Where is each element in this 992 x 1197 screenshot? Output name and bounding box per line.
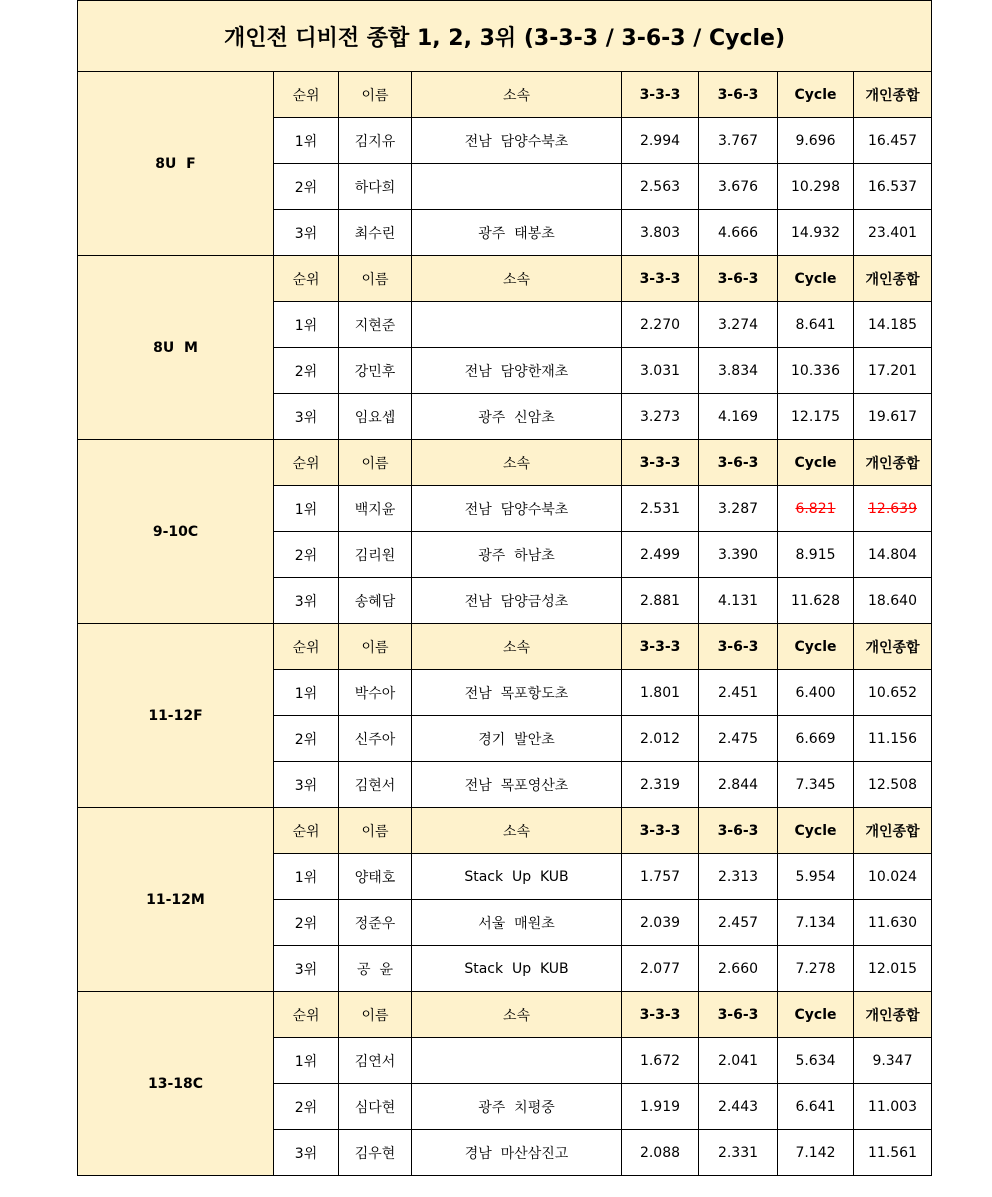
cell-rank: 2위 — [274, 348, 339, 394]
column-header-total: 개인종합 — [854, 440, 932, 486]
cell-cycle: 6.641 — [778, 1084, 854, 1130]
cell-affiliation: 전남 목포항도초 — [412, 670, 622, 716]
column-header-affiliation: 소속 — [412, 808, 622, 854]
group-header-row — [78, 256, 932, 302]
cell-affiliation: 전남 담양수북초 — [412, 486, 622, 532]
cell-name: 김지유 — [339, 118, 412, 164]
cell-e363: 4.666 — [699, 210, 778, 256]
column-header-total: 개인종합 — [854, 992, 932, 1038]
cell-affiliation — [412, 302, 622, 348]
column-header-e363: 3-6-3 — [699, 992, 778, 1038]
cell-e363: 2.443 — [699, 1084, 778, 1130]
cell-affiliation: Stack Up KUB — [412, 946, 622, 992]
cell-total: 17.201 — [854, 348, 932, 394]
column-header-name: 이름 — [339, 624, 412, 670]
cell-affiliation: 광주 태봉초 — [412, 210, 622, 256]
cell-rank: 1위 — [274, 854, 339, 900]
cell-rank: 2위 — [274, 1084, 339, 1130]
cell-e363: 2.660 — [699, 946, 778, 992]
column-header-name: 이름 — [339, 256, 412, 302]
cell-cycle: 6.669 — [778, 716, 854, 762]
cell-e333: 2.039 — [622, 900, 699, 946]
cell-e333: 3.803 — [622, 210, 699, 256]
cell-e363: 2.457 — [699, 900, 778, 946]
cell-rank: 1위 — [274, 118, 339, 164]
cell-total: 19.617 — [854, 394, 932, 440]
column-header-cycle: Cycle — [778, 808, 854, 854]
cell-total: 12.508 — [854, 762, 932, 808]
cell-cycle: 10.298 — [778, 164, 854, 210]
cell-rank: 2위 — [274, 900, 339, 946]
cell-e333: 2.881 — [622, 578, 699, 624]
cell-rank: 3위 — [274, 1130, 339, 1176]
cell-cycle: 9.696 — [778, 118, 854, 164]
cell-name: 정준우 — [339, 900, 412, 946]
cell-e363: 2.313 — [699, 854, 778, 900]
cell-affiliation: 광주 하남초 — [412, 532, 622, 578]
division-label: 11-12M — [78, 808, 274, 992]
group-header-row — [78, 624, 932, 670]
cell-cycle: 5.954 — [778, 854, 854, 900]
cell-e363: 2.844 — [699, 762, 778, 808]
cell-name: 박수아 — [339, 670, 412, 716]
cell-rank: 1위 — [274, 1038, 339, 1084]
cell-cycle: 11.628 — [778, 578, 854, 624]
cell-rank: 2위 — [274, 716, 339, 762]
cell-total: 11.630 — [854, 900, 932, 946]
cell-total: 11.003 — [854, 1084, 932, 1130]
column-header-e333: 3-3-3 — [622, 256, 699, 302]
cell-total: 12.015 — [854, 946, 932, 992]
cell-name: 공 윤 — [339, 946, 412, 992]
column-header-cycle: Cycle — [778, 440, 854, 486]
cell-e333: 2.319 — [622, 762, 699, 808]
cell-cycle: 8.915 — [778, 532, 854, 578]
cell-total: 12.639 — [854, 486, 932, 532]
column-header-e363: 3-6-3 — [699, 72, 778, 118]
group-header-row — [78, 808, 932, 854]
cell-total: 9.347 — [854, 1038, 932, 1084]
cell-e333: 3.031 — [622, 348, 699, 394]
cell-name: 김리원 — [339, 532, 412, 578]
cell-rank: 3위 — [274, 210, 339, 256]
division-label: 8U F — [78, 72, 274, 256]
column-header-e333: 3-3-3 — [622, 808, 699, 854]
cell-total: 14.804 — [854, 532, 932, 578]
column-header-affiliation: 소속 — [412, 256, 622, 302]
cell-affiliation: 전남 담양금성초 — [412, 578, 622, 624]
cell-total: 10.024 — [854, 854, 932, 900]
cell-e333: 2.088 — [622, 1130, 699, 1176]
cell-rank: 1위 — [274, 670, 339, 716]
cell-affiliation: 전남 담양한재초 — [412, 348, 622, 394]
column-header-total: 개인종합 — [854, 256, 932, 302]
column-header-cycle: Cycle — [778, 256, 854, 302]
column-header-total: 개인종합 — [854, 624, 932, 670]
cell-rank: 2위 — [274, 532, 339, 578]
cell-total: 11.156 — [854, 716, 932, 762]
cell-cycle: 10.336 — [778, 348, 854, 394]
cell-cycle: 6.400 — [778, 670, 854, 716]
cell-name: 양태호 — [339, 854, 412, 900]
cell-e363: 2.451 — [699, 670, 778, 716]
cell-name: 김연서 — [339, 1038, 412, 1084]
column-header-affiliation: 소속 — [412, 624, 622, 670]
cell-affiliation: 광주 신암초 — [412, 394, 622, 440]
group-header-row — [78, 72, 932, 118]
column-header-e333: 3-3-3 — [622, 624, 699, 670]
division-label: 9-10C — [78, 440, 274, 624]
column-header-affiliation: 소속 — [412, 72, 622, 118]
cell-rank: 3위 — [274, 762, 339, 808]
column-header-rank: 순위 — [274, 992, 339, 1038]
cell-e363: 3.390 — [699, 532, 778, 578]
cell-affiliation: 전남 목포영산초 — [412, 762, 622, 808]
column-header-e363: 3-6-3 — [699, 624, 778, 670]
cell-rank: 1위 — [274, 302, 339, 348]
cell-e333: 2.994 — [622, 118, 699, 164]
column-header-e333: 3-3-3 — [622, 440, 699, 486]
cell-affiliation: 서울 매원초 — [412, 900, 622, 946]
cell-e333: 1.757 — [622, 854, 699, 900]
cell-name: 심다현 — [339, 1084, 412, 1130]
column-header-rank: 순위 — [274, 624, 339, 670]
cell-cycle: 5.634 — [778, 1038, 854, 1084]
cell-name: 강민후 — [339, 348, 412, 394]
column-header-name: 이름 — [339, 440, 412, 486]
column-header-cycle: Cycle — [778, 624, 854, 670]
cell-rank: 1위 — [274, 486, 339, 532]
cell-affiliation: Stack Up KUB — [412, 854, 622, 900]
cell-e363: 4.169 — [699, 394, 778, 440]
cell-name: 임요셉 — [339, 394, 412, 440]
column-header-total: 개인종합 — [854, 72, 932, 118]
cell-affiliation — [412, 164, 622, 210]
column-header-e333: 3-3-3 — [622, 72, 699, 118]
cell-e363: 3.274 — [699, 302, 778, 348]
cell-cycle: 8.641 — [778, 302, 854, 348]
cell-e363: 3.676 — [699, 164, 778, 210]
cell-e333: 2.563 — [622, 164, 699, 210]
cell-name: 하다희 — [339, 164, 412, 210]
results-table — [77, 0, 932, 1176]
column-header-rank: 순위 — [274, 808, 339, 854]
cell-cycle: 7.345 — [778, 762, 854, 808]
cell-e333: 3.273 — [622, 394, 699, 440]
cell-total: 16.537 — [854, 164, 932, 210]
cell-e363: 4.131 — [699, 578, 778, 624]
column-header-name: 이름 — [339, 808, 412, 854]
cell-name: 송혜담 — [339, 578, 412, 624]
cell-name: 김현서 — [339, 762, 412, 808]
cell-cycle: 12.175 — [778, 394, 854, 440]
division-label: 13-18C — [78, 992, 274, 1176]
column-header-e363: 3-6-3 — [699, 440, 778, 486]
cell-e333: 1.672 — [622, 1038, 699, 1084]
cell-total: 16.457 — [854, 118, 932, 164]
cell-e363: 3.767 — [699, 118, 778, 164]
cell-total: 23.401 — [854, 210, 932, 256]
cell-name: 김우현 — [339, 1130, 412, 1176]
cell-e333: 2.270 — [622, 302, 699, 348]
cell-e333: 2.077 — [622, 946, 699, 992]
cell-e333: 1.801 — [622, 670, 699, 716]
cell-name: 백지윤 — [339, 486, 412, 532]
cell-name: 신주아 — [339, 716, 412, 762]
page-title: 개인전 디비전 종합 1, 2, 3위 (3-3-3 / 3-6-3 / Cycle) — [78, 1, 932, 72]
cell-rank: 3위 — [274, 946, 339, 992]
cell-affiliation: 광주 치평중 — [412, 1084, 622, 1130]
cell-e333: 2.012 — [622, 716, 699, 762]
group-header-row — [78, 992, 932, 1038]
cell-affiliation: 경남 마산삼진고 — [412, 1130, 622, 1176]
cell-name: 최수린 — [339, 210, 412, 256]
column-header-rank: 순위 — [274, 256, 339, 302]
column-header-rank: 순위 — [274, 72, 339, 118]
division-label: 8U M — [78, 256, 274, 440]
cell-affiliation — [412, 1038, 622, 1084]
column-header-affiliation: 소속 — [412, 440, 622, 486]
cell-rank: 3위 — [274, 578, 339, 624]
column-header-cycle: Cycle — [778, 992, 854, 1038]
cell-cycle: 7.278 — [778, 946, 854, 992]
column-header-rank: 순위 — [274, 440, 339, 486]
column-header-e363: 3-6-3 — [699, 808, 778, 854]
cell-cycle: 7.142 — [778, 1130, 854, 1176]
cell-affiliation: 경기 발안초 — [412, 716, 622, 762]
cell-e333: 2.499 — [622, 532, 699, 578]
column-header-e333: 3-3-3 — [622, 992, 699, 1038]
column-header-cycle: Cycle — [778, 72, 854, 118]
cell-rank: 3위 — [274, 394, 339, 440]
cell-cycle: 14.932 — [778, 210, 854, 256]
column-header-name: 이름 — [339, 72, 412, 118]
cell-rank: 2위 — [274, 164, 339, 210]
cell-total: 14.185 — [854, 302, 932, 348]
cell-affiliation: 전남 담양수북초 — [412, 118, 622, 164]
column-header-total: 개인종합 — [854, 808, 932, 854]
cell-e363: 2.041 — [699, 1038, 778, 1084]
cell-e333: 2.531 — [622, 486, 699, 532]
column-header-name: 이름 — [339, 992, 412, 1038]
cell-e363: 3.834 — [699, 348, 778, 394]
column-header-affiliation: 소속 — [412, 992, 622, 1038]
cell-cycle: 6.821 — [778, 486, 854, 532]
cell-e363: 3.287 — [699, 486, 778, 532]
cell-e333: 1.919 — [622, 1084, 699, 1130]
cell-e363: 2.475 — [699, 716, 778, 762]
column-header-e363: 3-6-3 — [699, 256, 778, 302]
cell-e363: 2.331 — [699, 1130, 778, 1176]
division-label: 11-12F — [78, 624, 274, 808]
cell-total: 10.652 — [854, 670, 932, 716]
cell-cycle: 7.134 — [778, 900, 854, 946]
cell-total: 18.640 — [854, 578, 932, 624]
cell-name: 지현준 — [339, 302, 412, 348]
cell-total: 11.561 — [854, 1130, 932, 1176]
group-header-row — [78, 440, 932, 486]
